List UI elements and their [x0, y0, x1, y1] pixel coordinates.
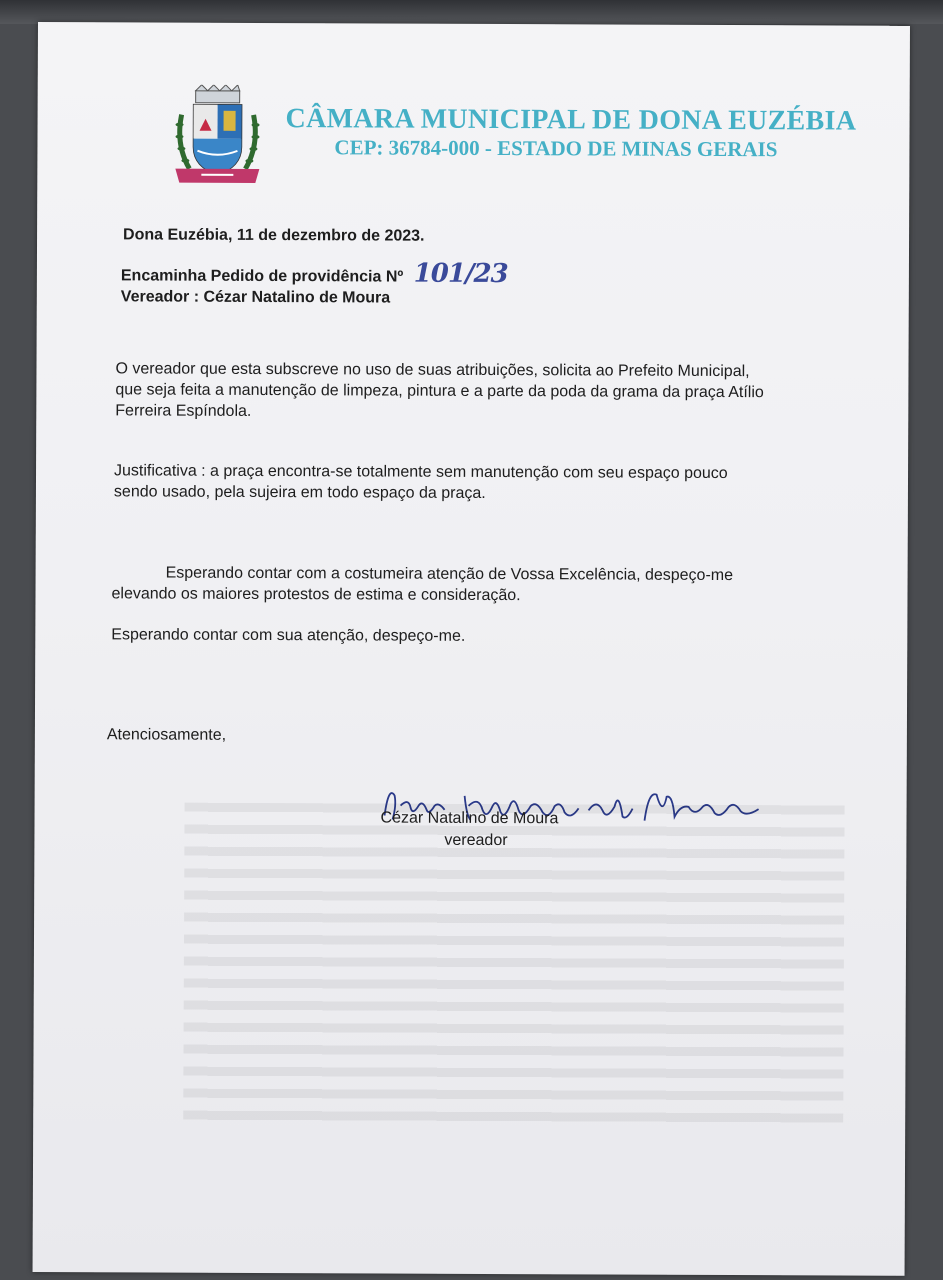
closing-paragraph [111, 562, 733, 607]
municipal-crest-icon [171, 85, 263, 189]
signature-name: Cézar Natalino de Moura [380, 809, 559, 828]
letter-page [33, 22, 910, 1276]
show-through-text [183, 803, 844, 1126]
salutation: Atenciosamente, [106, 726, 227, 744]
request-label: Encaminha Pedido de providência Nº [120, 267, 404, 286]
body-line: que seja feita a manutenção de limpeza, pintura e a parte da poda da grama da praça Atílio [115, 381, 764, 402]
councilor-line: Vereador : Cézar Natalino de Moura [120, 288, 391, 307]
photo-background [0, 0, 943, 24]
signature-role: vereador [444, 831, 508, 850]
date-line: Dona Euzébia, 11 de dezembro de 2023. [123, 226, 425, 245]
chamber-title: CÂMARA MUNICIPAL DE DONA EUZÉBIA [285, 103, 857, 137]
request-line [120, 258, 508, 290]
closing-line: Esperando contar com a costumeira atenção de Vossa Excelência, despeço-me [165, 564, 734, 585]
body-line: Ferreira Espíndola. [115, 402, 252, 420]
closing-line: elevando os maiores protestos de estima e consideração. [111, 585, 521, 605]
request-body [115, 358, 764, 424]
justification-line: sendo usado, pela sujeira em todo espaço da praça. [113, 483, 486, 502]
request-number: 101/23 [413, 258, 508, 290]
closing-short: Esperando contar com sua atenção, despeço-me. [111, 626, 466, 645]
justification [114, 460, 728, 505]
body-line: O vereador que esta subscreve no uso de suas atribuições, solicita ao Prefeito Municipal, [115, 360, 750, 381]
chamber-subtitle: CEP: 36784-000 - ESTADO DE MINAS GERAIS [334, 135, 778, 162]
justification-line: Justificativa : a praça encontra-se totalmente sem manutenção com seu espaço pouco [114, 462, 728, 483]
